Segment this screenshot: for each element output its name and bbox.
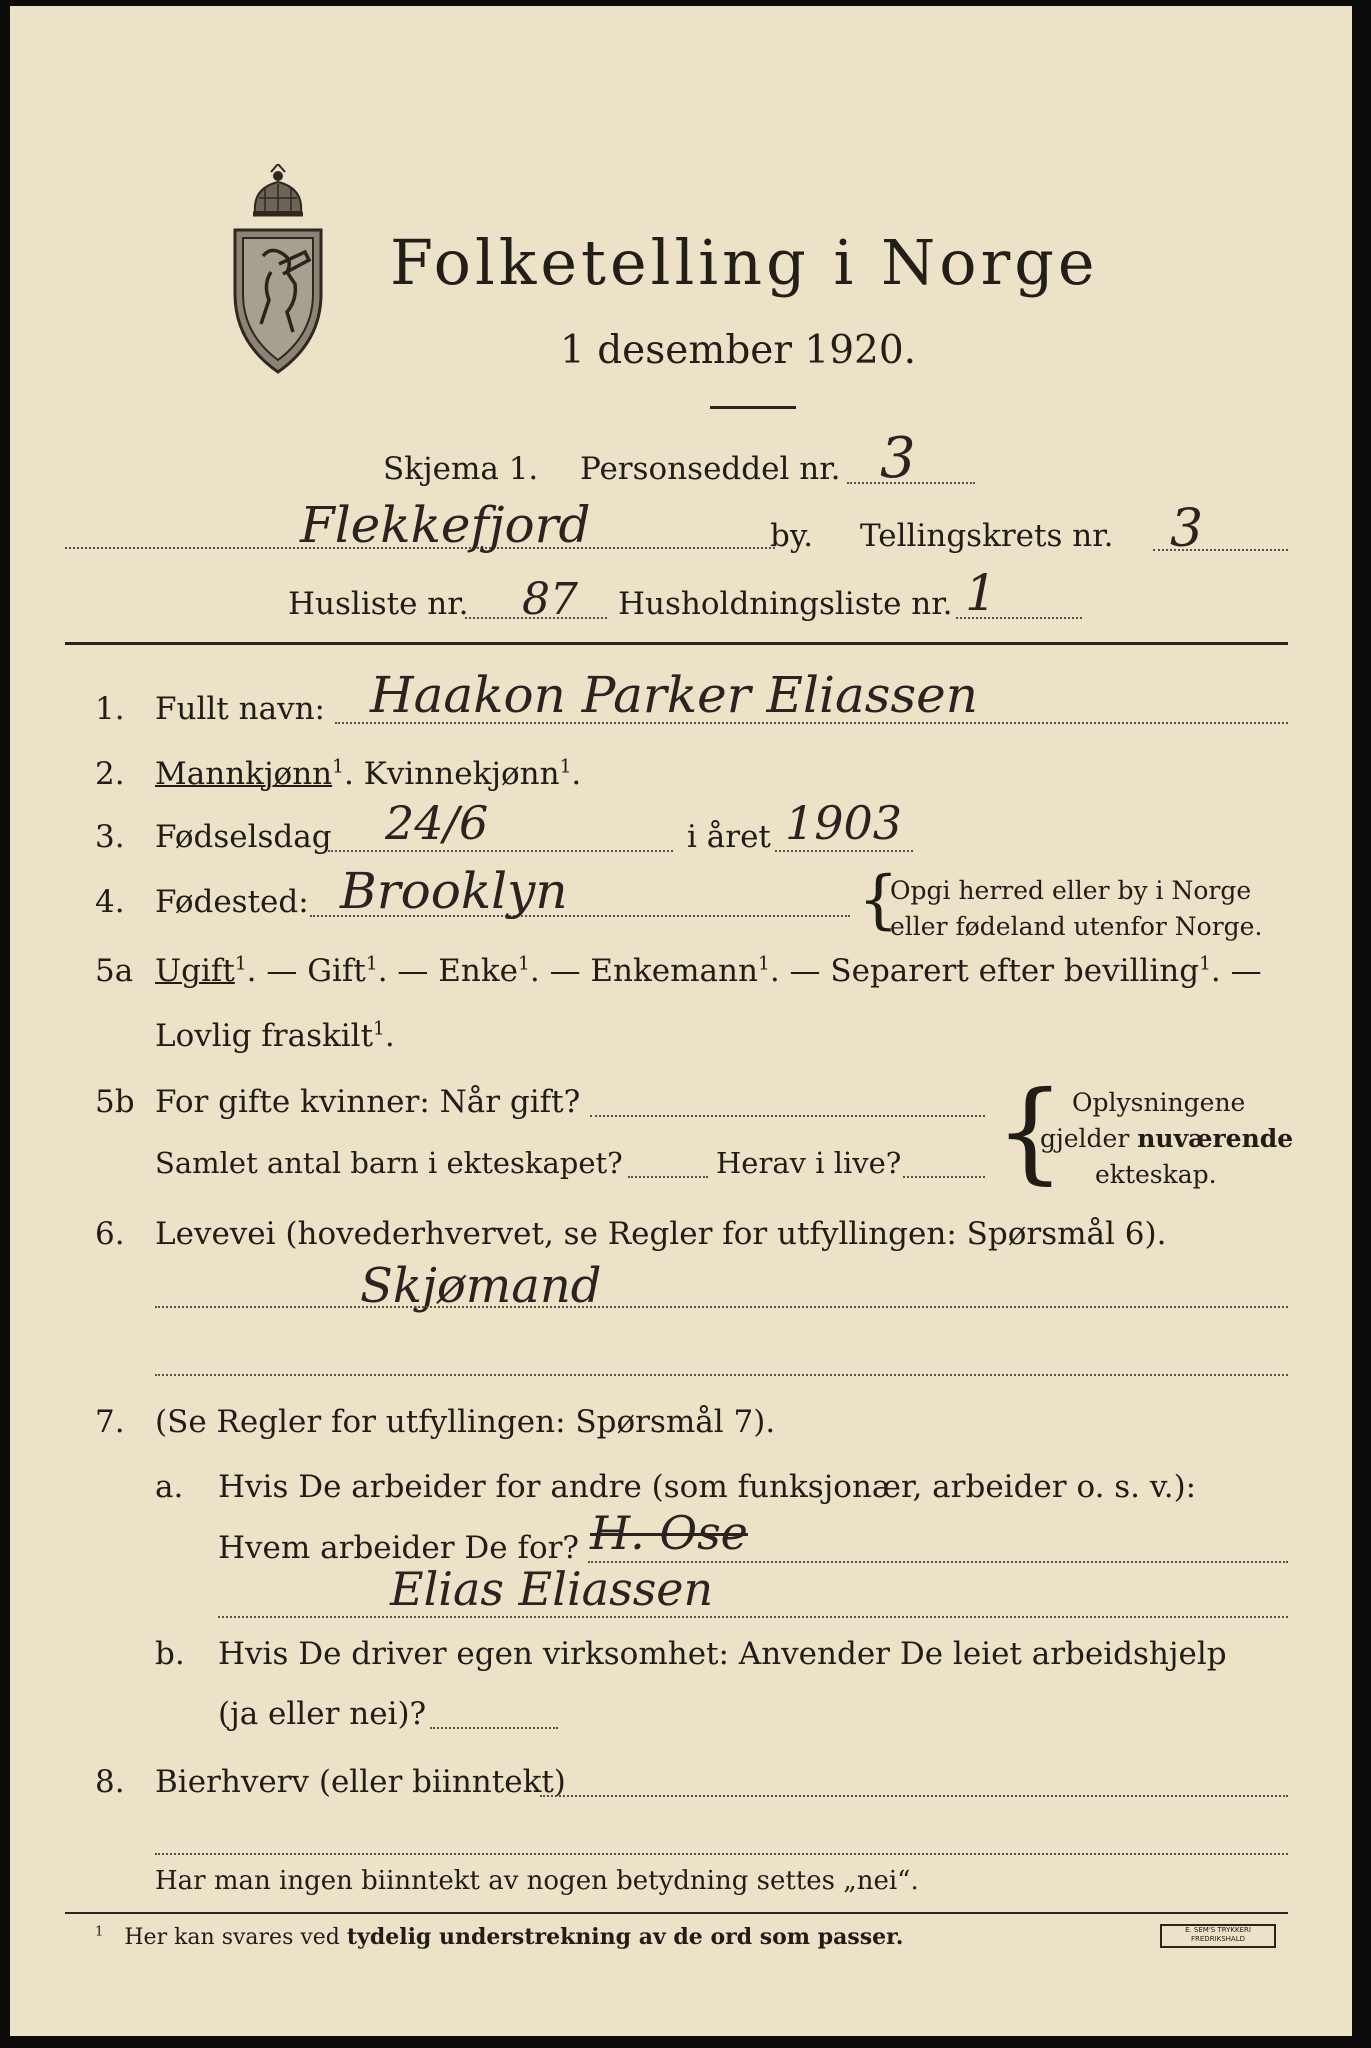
q4-value: Brooklyn — [340, 862, 568, 920]
q6-line1 — [155, 1306, 1288, 1308]
q7b-letter: b. — [155, 1636, 185, 1672]
q7b-question: (ja eller nei)? — [218, 1696, 427, 1732]
census-date: 1 desember 1920. — [560, 328, 917, 373]
husholdning-label: Husholdningsliste nr. — [618, 586, 953, 622]
q7-number: 7. — [95, 1404, 125, 1440]
q5b-alive-line — [903, 1176, 985, 1178]
q7a-struck-value: H. Ose — [590, 1506, 748, 1560]
census-form-page — [10, 6, 1352, 2036]
q4-note-line2: eller fødeland utenfor Norge. — [890, 912, 1263, 941]
q4-note-brace: { — [858, 863, 899, 937]
header-divider — [65, 642, 1288, 645]
q3-year-label: i året — [687, 819, 771, 855]
q7a-question: Hvem arbeider De for? — [218, 1530, 580, 1566]
q8-line1 — [540, 1795, 1288, 1797]
q6-number: 6. — [95, 1216, 125, 1252]
personseddel-label: Personseddel nr. — [580, 451, 841, 487]
q5b-number: 5b — [95, 1084, 135, 1120]
norway-coat-of-arms-icon — [223, 164, 333, 378]
q2-options: Mannkjønn$^1$. Kvinnekjønn$^1$. — [155, 756, 582, 792]
footnote-divider — [65, 1912, 1288, 1914]
q7a-text: Hvis De arbeider for andre (som funksjonær, arbeider o. s. v.): — [218, 1469, 1197, 1505]
q5a-fraskilt: Lovlig fraskilt$^1$. — [155, 1018, 395, 1054]
q7b-line — [430, 1727, 558, 1729]
tellingskrets-label: Tellingskrets nr. — [860, 518, 1114, 554]
q3-year-value: 1903 — [785, 796, 903, 850]
q5b-note-brace: { — [995, 1067, 1065, 1195]
printer-stamp: E. SEM'S TRYKKERI FREDRIKSHALD — [1160, 1924, 1276, 1948]
q7a-value: Elias Eliassen — [390, 1562, 714, 1616]
income-note: Har man ingen biinntekt av nogen betydning settes „nei“. — [155, 1866, 919, 1896]
q1-value: Haakon Parker Eliassen — [370, 666, 978, 724]
q3-label: Fødselsdag — [155, 819, 332, 855]
q5b-note-line2: gjelder nuværende — [1040, 1124, 1294, 1153]
q5b-note-line1: Oplysningene — [1072, 1088, 1246, 1117]
q2-male: Mannkjønn — [155, 756, 333, 792]
tellingskrets-value: 3 — [1170, 499, 1204, 559]
q8-line2 — [155, 1853, 1288, 1855]
q5b-label-alive: Herav i live? — [716, 1146, 902, 1180]
q5b-note-line3: ekteskap. — [1095, 1160, 1217, 1189]
q5a-number: 5a — [95, 953, 134, 989]
personseddel-value: 3 — [880, 426, 916, 491]
q2-female: Kvinnekjønn — [363, 756, 560, 792]
husliste-label: Husliste nr. — [288, 586, 469, 622]
q6-value: Skjømand — [360, 1258, 602, 1314]
q3-value: 24/6 — [385, 796, 489, 850]
q5b-label-married: For gifte kvinner: Når gift? — [155, 1084, 581, 1120]
form-title: Folketelling i Norge — [390, 226, 1099, 299]
q5b-label-children: Samlet antal barn i ekteskapet? — [155, 1146, 623, 1180]
q1-label: Fullt navn: — [155, 691, 325, 727]
q5b-married-line — [590, 1115, 985, 1117]
q3-day-line — [328, 850, 673, 852]
q8-number: 8. — [95, 1764, 125, 1800]
q7-label: (Se Regler for utfyllingen: Spørsmål 7). — [155, 1404, 776, 1440]
town-value: Flekkefjord — [300, 496, 591, 554]
q3-number: 3. — [95, 819, 125, 855]
q5a-ugift: Ugift — [155, 953, 235, 989]
q4-note-line1: Opgi herred eller by i Norge — [890, 876, 1252, 905]
q1-number: 1. — [95, 691, 125, 727]
skjema-label: Skjema 1. — [383, 451, 539, 487]
q6-line2 — [155, 1374, 1288, 1376]
q7a-line2 — [218, 1616, 1288, 1618]
husliste-value: 87 — [522, 574, 578, 625]
q2-number: 2. — [95, 756, 125, 792]
q7b-text: Hvis De driver egen virksomhet: Anvender De leiet arbeidshjelp — [218, 1636, 1227, 1672]
q4-label: Fødested: — [155, 884, 309, 920]
q5b-children-line — [628, 1176, 708, 1178]
footnote: $^1$ Her kan svares ved tydelig understrekning av de ord som passer. — [95, 1924, 904, 1950]
by-label: by. — [770, 518, 814, 554]
husholdning-value: 1 — [965, 564, 997, 622]
q3-year-line — [775, 850, 913, 852]
q7a-letter: a. — [155, 1469, 184, 1505]
q5a-options: Ugift$^1$. — Gift$^1$. — Enke$^1$. — Enkemann$^1$. — Separert efter bevilling$^1$. — — [155, 953, 1262, 989]
q6-label: Levevei (hovederhvervet, se Regler for utfyllingen: Spørsmål 6). — [155, 1216, 1167, 1252]
q4-number: 4. — [95, 884, 125, 920]
title-divider — [710, 406, 796, 409]
q8-label: Bierhverv (eller biinntekt) — [155, 1764, 566, 1800]
